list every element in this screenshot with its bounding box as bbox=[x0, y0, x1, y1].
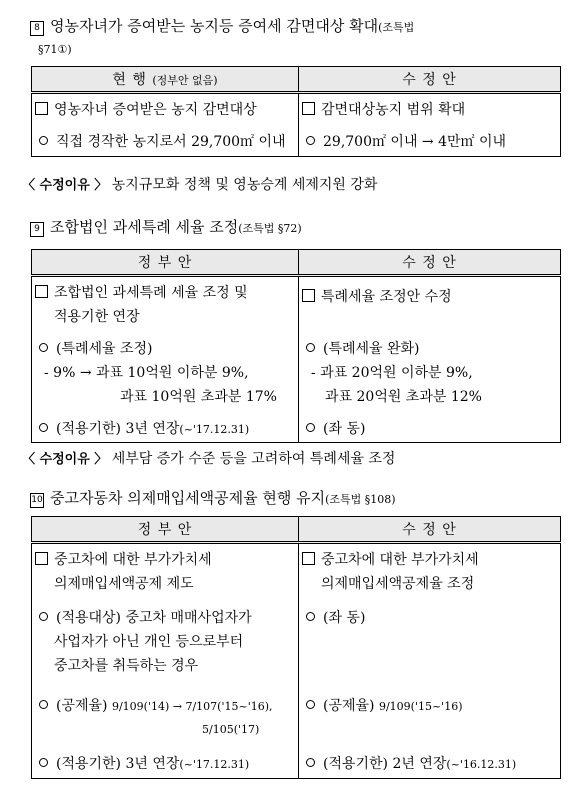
section-number: 8 bbox=[30, 21, 44, 36]
checkbox-icon bbox=[35, 285, 48, 298]
section-number: 10 bbox=[30, 493, 44, 508]
bullet-circle-icon bbox=[39, 136, 48, 145]
bullet-circle-icon bbox=[306, 343, 315, 352]
bullet-circle-icon bbox=[306, 700, 315, 709]
government-cell: 조합법인 과세특례 세율 조정 및 적용기한 연장 (특례세율 조정) - 9% → 과표 10억원 이하분 9%, 과표 10억원 초과분 17% (적용기한) 3년 연장(~'17.12.31) bbox=[32, 276, 299, 443]
bullet-circle-icon bbox=[306, 612, 315, 621]
section-9-reason: 〈 수정이유 〉 세부담 증가 수준 등을 고려하여 특례세율 조정 bbox=[22, 451, 396, 467]
checkbox-icon bbox=[302, 102, 315, 115]
revised-cell: 특례세율 조정안 수정 (특례세율 완화) - 과표 20억원 이하분 9%, 과표 20억원 초과분 12% (좌 동) bbox=[299, 276, 561, 443]
bullet-circle-icon bbox=[39, 612, 48, 621]
section-10-table bbox=[31, 516, 561, 779]
section-title-text: 영농자녀가 증여받는 농지등 증여세 감면대상 확대 bbox=[50, 17, 379, 35]
bullet-circle-icon bbox=[306, 423, 315, 432]
column-header-revised: 수 정 안 bbox=[299, 517, 561, 543]
section-8-reason: 〈 수정이유 〉 농지규모화 정책 및 영농승계 세제지원 강화 bbox=[22, 177, 378, 193]
bullet-circle-icon bbox=[39, 343, 48, 352]
law-reference: (조특법 §72) bbox=[238, 222, 302, 235]
law-reference: (조특법 bbox=[378, 21, 415, 34]
section-9-table bbox=[31, 249, 561, 443]
checkbox-icon bbox=[35, 102, 48, 115]
section-10-title bbox=[30, 488, 396, 510]
checkbox-icon bbox=[302, 289, 315, 302]
column-header-government: 정 부 안 bbox=[32, 517, 299, 543]
bullet-circle-icon bbox=[306, 136, 315, 145]
column-header-government: 정 부 안 bbox=[32, 250, 299, 276]
column-header-revised: 수 정 안 bbox=[299, 250, 561, 276]
government-cell: 중고차에 대한 부가가치세 의제매입세액공제 제도 (적용대상) 중고차 매매사업자가 사업자가 아닌 개인 등으로부터 중고차를 취득하는 경우 (공제율) 9/109('14) → 7/107('15~'16), 5/105('17) (적용기한) 3년 연장(~'17.12.31) bbox=[32, 543, 299, 779]
revised-cell: 감면대상농지 범위 확대 29,700㎡ 이내 → 4만㎡ 이내 bbox=[299, 93, 561, 157]
column-header-current: 현 행 (정부안 없음) bbox=[32, 67, 299, 93]
section-title-text: 조합법인 과세특례 세율 조정 bbox=[50, 218, 239, 236]
revised-cell: 중고차에 대한 부가가치세 의제매입세액공제율 조정 (좌 동) (공제율) 9/109('15~'16) (적용기한) 2년 연장(~'16.12.31) bbox=[299, 543, 561, 779]
law-reference-cont: §71①) bbox=[38, 43, 72, 56]
section-8-title bbox=[30, 16, 414, 38]
bullet-circle-icon bbox=[39, 700, 48, 709]
section-9-title bbox=[30, 217, 302, 239]
current-cell: 영농자녀 증여받은 농지 감면대상 직접 경작한 농지로서 29,700㎡ 이내 bbox=[32, 93, 299, 157]
section-number: 9 bbox=[30, 222, 44, 237]
section-title-text: 중고자동차 의제매입세액공제율 현행 유지 bbox=[50, 489, 326, 507]
checkbox-icon bbox=[302, 552, 315, 565]
checkbox-icon bbox=[35, 552, 48, 565]
bullet-circle-icon bbox=[306, 758, 315, 767]
law-reference: (조특법 §108) bbox=[325, 493, 396, 506]
bullet-circle-icon bbox=[39, 423, 48, 432]
column-header-revised: 수 정 안 bbox=[299, 67, 561, 93]
section-8-table bbox=[31, 66, 561, 157]
bullet-circle-icon bbox=[39, 758, 48, 767]
